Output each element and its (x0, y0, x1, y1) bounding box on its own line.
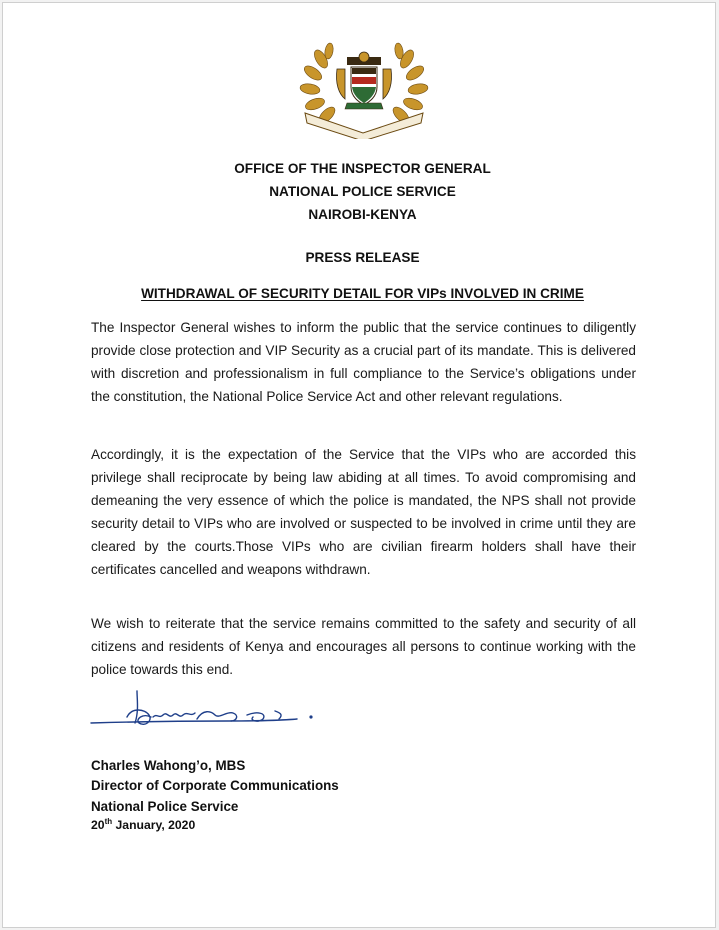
handwritten-signature (87, 689, 327, 739)
body-paragraph-2: Accordingly, it is the expectation of the Service that the VIPs who are accorded this privilege shall reciprocate by being law abiding at all times. To avoid compromising and demeaning the very essence of which the police is mandated, the NPS shall not provide security detail to VIPs who are involved or suspected to be involved in crime until they are cleared by the courts.Those VIPs who are civilian firearm holders shall have their certificates cancelled and weapons withdrawn. (91, 447, 636, 577)
body-paragraph-1: The Inspector General wishes to inform the public that the service continues to diligently provide close protection and VIP Security as a crucial part of its mandate. This is delivered with discretion and professionalism in full compliance to the Service’s obligations under the constitution, the National Police Service Act and other relevant regulations. (91, 320, 636, 404)
service-heading: NATIONAL POLICE SERVICE (269, 184, 456, 199)
body-paragraph-3: We wish to reiterate that the service remains committed to the safety and security of all citizens and residents of Kenya and encourages all persons to continue working with the police towards this end. (91, 616, 636, 677)
location-heading: NAIROBI-KENYA (308, 207, 417, 222)
signer-organization: National Police Service (91, 799, 239, 814)
signer-name: Charles Wahong’o, MBS (91, 758, 246, 773)
date-day: 20 (91, 818, 105, 833)
date-month-year: January, 2020 (112, 818, 196, 833)
release-date (91, 817, 195, 832)
press-release-page (2, 2, 716, 928)
document-title: WITHDRAWAL OF SECURITY DETAIL FOR VIPs INVOLVED IN CRIME (141, 286, 584, 301)
date-suffix: th (104, 817, 113, 826)
document-type: PRESS RELEASE (305, 250, 420, 265)
signer-title: Director of Corporate Communications (91, 778, 339, 793)
office-heading: OFFICE OF THE INSPECTOR GENERAL (234, 161, 491, 176)
police-emblem-icon (299, 39, 429, 139)
